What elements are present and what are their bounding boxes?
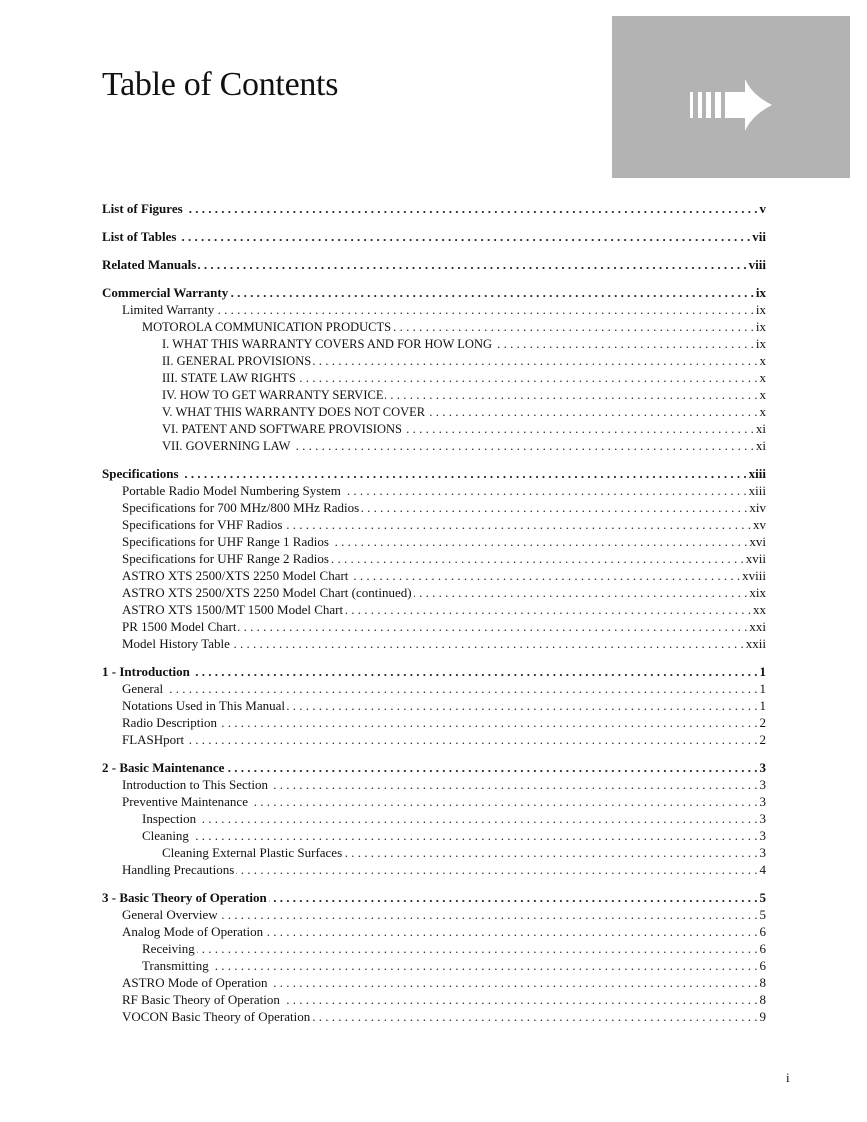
toc-entry[interactable] [102, 318, 766, 335]
toc-entry-page: 3 [759, 794, 766, 809]
toc-entry-page: viii [748, 257, 766, 272]
dot-leader [192, 663, 758, 680]
toc-entry-title: Specifications for 700 MHz/800 MHz Radios [122, 500, 360, 515]
dot-leader [265, 923, 757, 940]
toc-entry[interactable] [102, 584, 766, 601]
toc-entry-title: V. WHAT THIS WARRANTY DOES NOT COVER [162, 405, 426, 419]
toc-section [102, 465, 766, 652]
dot-leader [331, 533, 747, 550]
toc-entry[interactable] [102, 923, 766, 940]
toc-entry-page: xiii [748, 483, 766, 498]
toc-entry[interactable] [102, 516, 766, 533]
dot-leader [344, 844, 757, 861]
toc-entry-title: Receiving [142, 941, 195, 956]
toc-entry[interactable] [102, 420, 766, 437]
dot-leader [198, 810, 757, 827]
toc-entry-title: Handling Precautions [122, 862, 235, 877]
toc-entry[interactable] [102, 369, 766, 386]
toc-entry[interactable] [102, 793, 766, 810]
toc-entry-title: ASTRO Mode of Operation [122, 975, 268, 990]
dot-leader [393, 318, 754, 335]
toc-entry-page: 5 [759, 890, 766, 905]
toc-entry-page: 6 [759, 958, 766, 973]
toc-section [102, 200, 766, 217]
toc-entry-title: Cleaning External Plastic Surfaces [162, 845, 343, 860]
toc-entry-title: PR 1500 Model Chart [122, 619, 237, 634]
dot-leader [270, 974, 758, 991]
toc-entry[interactable] [102, 906, 766, 923]
toc-entry-title: Transmitting [142, 958, 209, 973]
toc-entry[interactable] [102, 714, 766, 731]
toc-entry-title: VOCON Basic Theory of Operation [122, 1009, 311, 1024]
toc-entry-title: III. STATE LAW RIGHTS [162, 371, 296, 385]
toc-entry[interactable] [102, 284, 766, 301]
toc-entry[interactable] [102, 386, 766, 403]
toc-entry-title: Portable Radio Model Numbering System [122, 483, 341, 498]
toc-entry[interactable] [102, 618, 766, 635]
toc-entry-page: 8 [759, 975, 766, 990]
toc-entry[interactable] [102, 680, 766, 697]
toc-entry-page: 9 [759, 1009, 766, 1024]
page-title: Table of Contents [102, 66, 339, 103]
toc-entry-page: 1 [759, 698, 766, 713]
toc-section [102, 228, 766, 245]
toc-entry-page: 6 [759, 924, 766, 939]
dot-leader [414, 584, 748, 601]
toc-entry[interactable] [102, 861, 766, 878]
toc-entry[interactable] [102, 810, 766, 827]
toc-entry[interactable] [102, 437, 766, 454]
toc-entry[interactable] [102, 482, 766, 499]
toc-entry-title: Notations Used in This Manual [122, 698, 285, 713]
toc-entry[interactable] [102, 1008, 766, 1025]
toc-entry-title: Inspection [142, 811, 197, 826]
toc-entry-page: vii [752, 229, 766, 244]
toc-entry-title: Related Manuals [102, 257, 197, 272]
dot-leader [270, 776, 758, 793]
toc-entry-page: x [759, 370, 766, 385]
toc-entry-title: List of Figures [102, 201, 183, 216]
toc-entry-page: xxii [745, 636, 766, 651]
dot-leader [211, 957, 758, 974]
dot-leader [232, 635, 744, 652]
toc-entry-title: Analog Mode of Operation [122, 924, 264, 939]
toc-section [102, 256, 766, 273]
toc-entry[interactable] [102, 301, 766, 318]
dot-leader [282, 991, 758, 1008]
toc-section [102, 663, 766, 748]
toc-entry-page: 3 [759, 811, 766, 826]
toc-entry-title: Cleaning [142, 828, 189, 843]
toc-entry[interactable] [102, 352, 766, 369]
toc-entry[interactable] [102, 635, 766, 652]
toc-entry[interactable] [102, 256, 766, 273]
toc-entry[interactable] [102, 200, 766, 217]
dot-leader [219, 714, 758, 731]
toc-entry-title: List of Tables [102, 229, 177, 244]
toc-entry[interactable] [102, 567, 766, 584]
toc-entry-page: 3 [759, 845, 766, 860]
toc-entry[interactable] [102, 499, 766, 516]
toc-entry-page: x [759, 387, 766, 402]
toc-entry[interactable] [102, 991, 766, 1008]
dot-leader [185, 200, 758, 217]
dot-leader [404, 420, 754, 437]
toc-entry-title: RF Basic Theory of Operation [122, 992, 280, 1007]
toc-entry-page: 5 [759, 907, 766, 922]
dot-leader [191, 827, 758, 844]
toc-entry-page: 2 [759, 715, 766, 730]
toc-entry-page: 4 [759, 862, 766, 877]
toc-entry-page: x [759, 353, 766, 368]
dot-leader [287, 697, 758, 714]
dot-leader [494, 335, 754, 352]
toc-entry-page: 2 [759, 732, 766, 747]
toc-entry-title: MOTOROLA COMMUNICATION PRODUCTS [142, 320, 392, 334]
toc-entry-title: VII. GOVERNING LAW [162, 439, 291, 453]
toc-entry[interactable] [102, 403, 766, 420]
dot-leader [331, 550, 744, 567]
toc-entry-page: xix [749, 585, 766, 600]
toc-entry-page: x [759, 404, 766, 419]
dot-leader [312, 1008, 757, 1025]
toc-entry-page: xi [755, 438, 766, 453]
toc-entry[interactable] [102, 228, 766, 245]
dot-leader [313, 352, 757, 369]
toc-entry-title: VI. PATENT AND SOFTWARE PROVISIONS [162, 422, 402, 436]
toc-entry[interactable] [102, 957, 766, 974]
toc-entry-title: Specifications for UHF Range 2 Radios [122, 551, 329, 566]
toc-entry[interactable] [102, 663, 766, 680]
dot-leader [220, 906, 758, 923]
dot-leader [343, 482, 747, 499]
toc-section [102, 284, 766, 454]
dot-leader [345, 601, 751, 618]
toc-section [102, 759, 766, 878]
dot-leader [216, 301, 754, 318]
toc-entry-title: 1 - Introduction [102, 664, 190, 679]
toc-entry[interactable] [102, 550, 766, 567]
toc-entry-title: General Overview [122, 907, 218, 922]
toc-entry-page: 1 [759, 681, 766, 696]
dot-leader [181, 465, 747, 482]
toc-entry-title: Preventive Maintenance [122, 794, 248, 809]
toc-entry-page: xv [753, 517, 766, 532]
dot-leader [250, 793, 758, 810]
toc-entry-title: FLASHport [122, 732, 185, 747]
toc-entry[interactable] [102, 776, 766, 793]
toc-entry[interactable] [102, 533, 766, 550]
toc-entry-page: 3 [759, 760, 766, 775]
dot-leader [197, 940, 758, 957]
toc-entry-title: Introduction to This Section [122, 777, 268, 792]
toc-entry[interactable] [102, 827, 766, 844]
toc-entry[interactable] [102, 940, 766, 957]
toc-entry-page: ix [755, 302, 766, 317]
dot-leader [230, 284, 754, 301]
toc-entry-title: Specifications for VHF Radios [122, 517, 283, 532]
toc-entry-page: ix [755, 285, 766, 300]
toc-entry[interactable] [102, 974, 766, 991]
toc-entry-page: xi [755, 421, 766, 436]
toc-entry-page: ix [755, 319, 766, 334]
toc-entry[interactable] [102, 601, 766, 618]
toc-entry[interactable] [102, 844, 766, 861]
toc-entry-title: II. GENERAL PROVISIONS [162, 354, 312, 368]
toc-entry-title: General [122, 681, 164, 696]
toc-entry-page: 8 [759, 992, 766, 1007]
toc-entry-title: IV. HOW TO GET WARRANTY SERVICE [162, 388, 384, 402]
toc-entry-title: Radio Description [122, 715, 217, 730]
toc-entry-page: 6 [759, 941, 766, 956]
toc-entry-page: 1 [759, 664, 766, 679]
toc-section [102, 889, 766, 1025]
dot-leader [293, 437, 754, 454]
toc-entry-title: Commercial Warranty [102, 285, 229, 300]
dot-leader [236, 861, 757, 878]
toc-entry[interactable] [102, 335, 766, 352]
toc-entry-page: 3 [759, 828, 766, 843]
dot-leader [350, 567, 740, 584]
dot-leader [385, 386, 757, 403]
toc-entry-title: Limited Warranty [122, 302, 215, 317]
toc-entry-page: xvi [749, 534, 766, 549]
dot-leader [427, 403, 757, 420]
toc-entry-title: ASTRO XTS 2500/XTS 2250 Model Chart (continued) [122, 585, 412, 600]
table-of-contents [102, 200, 766, 1036]
dot-leader [198, 256, 746, 273]
toc-entry-title: I. WHAT THIS WARRANTY COVERS AND FOR HOW LONG [162, 337, 492, 351]
toc-entry[interactable] [102, 731, 766, 748]
toc-entry-page: xiv [749, 500, 766, 515]
dot-leader [284, 516, 751, 533]
toc-entry[interactable] [102, 889, 766, 906]
toc-entry-title: 3 - Basic Theory of Operation [102, 890, 267, 905]
toc-entry[interactable] [102, 759, 766, 776]
toc-entry-title: Specifications for UHF Range 1 Radios [122, 534, 329, 549]
toc-entry-title: Model History Table [122, 636, 230, 651]
page-number: i [786, 1070, 790, 1085]
toc-entry-title: ASTRO XTS 2500/XTS 2250 Model Chart [122, 568, 349, 583]
toc-entry-title: 2 - Basic Maintenance [102, 760, 225, 775]
toc-entry-page: xvii [745, 551, 766, 566]
dot-leader [226, 759, 757, 776]
toc-entry[interactable] [102, 697, 766, 714]
dot-leader [361, 499, 747, 516]
dot-leader [178, 228, 750, 245]
toc-entry-title: Specifications [102, 466, 179, 481]
toc-entry-page: xx [753, 602, 766, 617]
toc-entry-page: ix [755, 336, 766, 351]
toc-entry-page: 3 [759, 777, 766, 792]
toc-entry-title: ASTRO XTS 1500/MT 1500 Model Chart [122, 602, 344, 617]
toc-entry-page: v [759, 201, 766, 216]
dot-leader [269, 889, 758, 906]
toc-entry-page: xiii [748, 466, 766, 481]
dot-leader [165, 680, 757, 697]
toc-entry[interactable] [102, 465, 766, 482]
dot-leader [298, 369, 758, 386]
toc-entry-page: xviii [742, 568, 766, 583]
chapter-tab [612, 16, 850, 178]
toc-entry-page: xxi [749, 619, 766, 634]
arrow-right-icon [690, 79, 772, 131]
dot-leader [238, 618, 747, 635]
dot-leader [186, 731, 757, 748]
